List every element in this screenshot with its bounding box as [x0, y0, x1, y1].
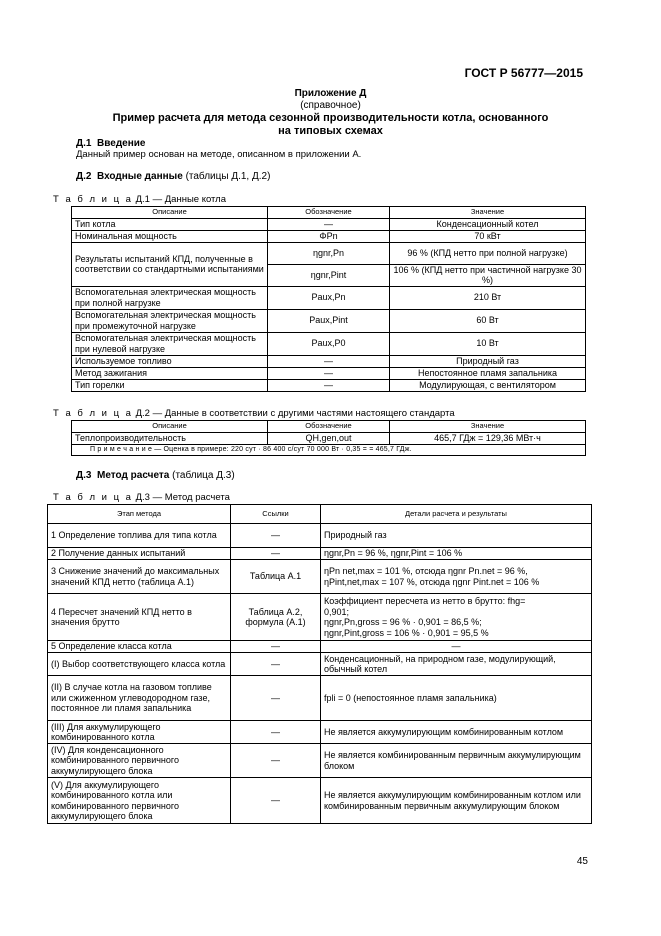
section-d3-heading — [76, 470, 235, 481]
table-row — [72, 432, 586, 444]
cell-desc: Вспомогательная электрическая мощность при полной нагрузке — [72, 286, 268, 309]
cell-desc: Номинальная мощность — [72, 230, 268, 242]
table3-header-row — [48, 505, 592, 524]
section-d1-heading — [76, 138, 146, 149]
table-row — [72, 309, 586, 332]
table-row — [72, 218, 586, 230]
cell-sym: — — [268, 355, 390, 367]
table1-header-desc: Описание — [72, 207, 268, 219]
table3-header-ref: Ссылки — [231, 505, 321, 524]
cell-detail: Не является аккумулирующим комбинированным котлом — [321, 721, 592, 744]
cell-detail: Конденсационный, на природном газе, модулирующий, обычный котел — [321, 653, 592, 676]
standard-number: ГОСТ Р 56777—2015 — [464, 66, 583, 80]
cell-detail — [321, 560, 592, 594]
cell-sym: — — [268, 218, 390, 230]
cell-ref: — — [231, 548, 321, 560]
table-row — [48, 548, 592, 560]
table1-header-row — [72, 207, 586, 219]
table-row — [72, 355, 586, 367]
table2-caption — [53, 408, 455, 419]
table1-header-val: Значение — [390, 207, 586, 219]
section-d1-num: Д.1 — [76, 138, 92, 149]
table-row — [48, 744, 592, 778]
detail-line: Коэффициент пересчета из нетто в брутто: fhg= — [324, 596, 526, 606]
section-d2-suffix: (таблицы Д.1, Д.2) — [185, 171, 271, 182]
appendix-title-line1: Пример расчета для метода сезонной производительности котла, основанного — [112, 112, 549, 124]
cell-ref: — — [231, 641, 321, 653]
table-row — [48, 524, 592, 548]
table2-header-desc: Описание — [72, 421, 268, 433]
cell-desc: Теплопроизводительность — [72, 432, 268, 444]
cell-step: (III) Для аккумулирующего комбинированного котла — [48, 721, 231, 744]
table-row — [48, 653, 592, 676]
cell-detail: Не является комбинированным первичным аккумулирующим блоком — [321, 744, 592, 778]
cell-step: 4 Пересчет значений КПД нетто в значения брутто — [48, 594, 231, 641]
cell-desc: Вспомогательная электрическая мощность при нулевой нагрузке — [72, 332, 268, 355]
table1-caption-text: Д.1 — Данные котла — [135, 194, 226, 205]
cell-detail — [321, 594, 592, 641]
cell-val: 106 % (КПД нетто при частичной нагрузке 30 %) — [390, 264, 586, 286]
cell-step: 1 Определение топлива для типа котла — [48, 524, 231, 548]
cell-sym: QH,gen,out — [268, 432, 390, 444]
detail-line: ηPn net,max = 101 %, отсюда ηgnr Pn.net = 96 %, — [324, 566, 528, 576]
page-number: 45 — [576, 856, 588, 867]
cell-sym: Paux,Pn — [268, 286, 390, 309]
cell-ref: — — [231, 676, 321, 721]
section-d3-num: Д.3 — [76, 470, 92, 481]
section-d2-num: Д.2 — [76, 171, 92, 182]
detail-line: 0,901; — [324, 606, 350, 617]
table-row — [48, 641, 592, 653]
section-d3-suffix: (таблица Д.3) — [172, 470, 235, 481]
cell-desc: Тип котла — [72, 218, 268, 230]
cell-step: (II) В случае котла на газовом топливе или сжиженном углеводородном газе, постоянное ли пламя запальника — [48, 676, 231, 721]
cell-val: 210 Вт — [390, 286, 586, 309]
cell-step: 5 Определение класса котла — [48, 641, 231, 653]
cell-sym: Paux,P0 — [268, 332, 390, 355]
table-row — [48, 676, 592, 721]
table-row — [48, 721, 592, 744]
cell-sym: Paux,Pint — [268, 309, 390, 332]
table3-header-step: Этап метода — [48, 505, 231, 524]
cell-ref: — — [231, 721, 321, 744]
cell-desc: Результаты испытаний КПД, полученные в соответствии со стандартными испытаниями — [72, 242, 268, 286]
cell-val: 465,7 ГДж = 129,36 МВт·ч — [390, 432, 586, 444]
detail-line: ηgnr,Pint,gross = 106 % · 0,901 = 95,5 % — [324, 627, 489, 638]
cell-step: (V) Для аккумулирующего комбинированного котла или комбинированного первичного аккумулирующего блока — [48, 778, 231, 824]
cell-detail: — — [321, 641, 592, 653]
cell-desc: Тип горелки — [72, 379, 268, 391]
section-d2-heading — [76, 171, 270, 182]
table2-caption-text: Д.2 — Данные в соответствии с другими частями настоящего стандарта — [135, 408, 455, 419]
table1-header-sym: Обозначение — [268, 207, 390, 219]
cell-detail: ηgnr,Pn = 96 %, ηgnr,Pint = 106 % — [321, 548, 592, 560]
table-row — [72, 242, 586, 264]
cell-val: Непостоянное пламя запальника — [390, 367, 586, 379]
table-row — [72, 379, 586, 391]
section-d1-text: Данный пример основан на методе, описанном в приложении А. — [76, 149, 362, 160]
cell-ref: Таблица А.1 — [231, 560, 321, 594]
table2-note-row — [72, 444, 586, 456]
appendix-title-line2: на типовых схемах — [278, 125, 383, 137]
cell-desc: Используемое топливо — [72, 355, 268, 367]
section-d3-title: Метод расчета — [97, 470, 170, 481]
cell-detail: fpli = 0 (непостоянное пламя запальника) — [321, 676, 592, 721]
cell-ref: — — [231, 778, 321, 824]
table3-caption-text: Д.3 — Метод расчета — [135, 492, 230, 503]
table-row — [72, 367, 586, 379]
table3-caption-prefix: Т а б л и ц а — [53, 492, 133, 503]
cell-val: Модулирующая, с вентилятором — [390, 379, 586, 391]
appendix-label: Приложение Д — [294, 88, 367, 99]
table2-header-sym: Обозначение — [268, 421, 390, 433]
cell-val: Конденсационный котел — [390, 218, 586, 230]
table1 — [71, 206, 586, 392]
table2 — [71, 420, 586, 456]
cell-step: (IV) Для конденсационного комбинированного первичного аккумулирующего блока — [48, 744, 231, 778]
cell-sym: ηgnr,Pint — [268, 264, 390, 286]
cell-sym: — — [268, 379, 390, 391]
cell-val: 96 % (КПД нетто при полной нагрузке) — [390, 242, 586, 264]
appendix-title — [0, 112, 661, 138]
cell-val: 60 Вт — [390, 309, 586, 332]
cell-val: 70 кВт — [390, 230, 586, 242]
detail-line: ηgnr,Pn,gross = 96 % · 0,901 = 86,5 %; — [324, 617, 482, 627]
cell-step: 3 Снижение значений до максимальных значений КПД нетто (таблица А.1) — [48, 560, 231, 594]
cell-sym: — — [268, 367, 390, 379]
cell-step: (I) Выбор соответствующего класса котла — [48, 653, 231, 676]
table3-header-detail: Детали расчета и результаты — [321, 505, 592, 524]
table2-note: П р и м е ч а н и е — Оценка в примере: 220 сут · 86 400 с/сут 70 000 Вт · 0,35 = = 465,7 ГДж. — [72, 444, 586, 456]
table-row — [72, 230, 586, 242]
table2-caption-prefix: Т а б л и ц а — [53, 408, 133, 419]
appendix-type: (справочное) — [300, 100, 361, 111]
cell-desc: Метод зажигания — [72, 367, 268, 379]
cell-ref: — — [231, 653, 321, 676]
table3 — [47, 504, 592, 824]
cell-sym: ΦPn — [268, 230, 390, 242]
section-d2-title: Входные данные — [97, 171, 183, 182]
table2-header-val: Значение — [390, 421, 586, 433]
table-row — [48, 560, 592, 594]
cell-step: 2 Получение данных испытаний — [48, 548, 231, 560]
cell-detail: Природный газ — [321, 524, 592, 548]
cell-desc: Вспомогательная электрическая мощность при промежуточной нагрузке — [72, 309, 268, 332]
table-row — [72, 286, 586, 309]
cell-ref: Таблица А.2, формула (А.1) — [231, 594, 321, 641]
table1-caption-prefix: Т а б л и ц а — [53, 194, 133, 205]
cell-val: Природный газ — [390, 355, 586, 367]
table2-header-row — [72, 421, 586, 433]
detail-line: ηPint,net,max = 107 %, отсюда ηgnr Pint.net = 106 % — [324, 576, 540, 587]
section-d1-title: Введение — [97, 138, 146, 149]
cell-ref: — — [231, 524, 321, 548]
cell-sym: ηgnr,Pn — [268, 242, 390, 264]
table1-caption — [53, 194, 226, 205]
cell-detail: Не является аккумулирующим комбинированным котлом или комбинированным первичным аккумулирующим блоком — [321, 778, 592, 824]
table-row — [48, 594, 592, 641]
table3-caption — [53, 492, 230, 503]
table-row — [48, 778, 592, 824]
table-row — [72, 332, 586, 355]
cell-ref: — — [231, 744, 321, 778]
cell-val: 10 Вт — [390, 332, 586, 355]
